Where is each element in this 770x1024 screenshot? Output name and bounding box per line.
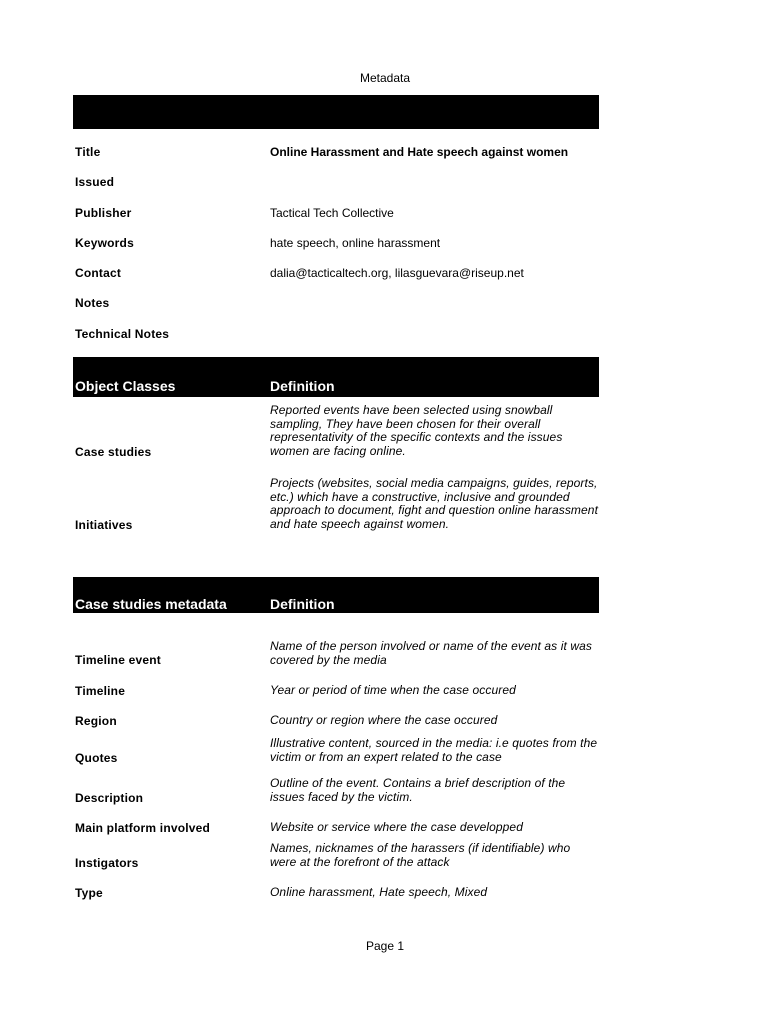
- meta-value-title: Online Harassment and Hate speech against women: [270, 145, 569, 159]
- object-classes-header-bar: [73, 357, 599, 397]
- object-class-label-initiatives: Initiatives: [75, 518, 133, 532]
- page-header: Metadata: [359, 71, 411, 85]
- case-field-definition-type: Online harassment, Hate speech, Mixed: [270, 885, 488, 899]
- case-field-definition-instigators: Names, nicknames of the harassers (if identifiable) who were at the forefront of the attack: [270, 841, 571, 869]
- meta-label-title: Title: [75, 145, 101, 159]
- case-field-label-timeline-event: Timeline event: [75, 653, 161, 667]
- meta-label-publisher: Publisher: [75, 206, 132, 220]
- case-field-label-type: Type: [75, 886, 103, 900]
- object-class-definition-initiatives: Projects (websites, social media campaigns, guides, reports, etc.) which have a constructive, inclusive and grounded approach to document, fight and question online harassment and hate speech against women.: [270, 476, 599, 532]
- object-classes-definition-heading: Definition: [270, 378, 335, 394]
- case-field-definition-timeline: Year or period of time when the case occured: [270, 683, 516, 697]
- meta-label-notes: Notes: [75, 296, 110, 310]
- meta-value-contact: dalia@tacticaltech.org, lilasguevara@riseup.net: [270, 266, 524, 280]
- object-classes-heading: Object Classes: [75, 378, 176, 394]
- case-studies-metadata-header-bar: [73, 577, 599, 613]
- case-field-label-timeline: Timeline: [75, 684, 126, 698]
- meta-label-issued: Issued: [75, 175, 115, 189]
- case-field-label-quotes: Quotes: [75, 751, 118, 765]
- case-field-label-description: Description: [75, 791, 144, 805]
- meta-label-technical-notes: Technical Notes: [75, 327, 170, 341]
- case-field-label-main-platform: Main platform involved: [75, 821, 211, 835]
- meta-label-contact: Contact: [75, 266, 122, 280]
- case-studies-definition-heading: Definition: [270, 596, 335, 612]
- meta-value-publisher: Tactical Tech Collective: [270, 206, 394, 220]
- page-number: Page 1: [365, 939, 405, 953]
- case-field-definition-description: Outline of the event. Contains a brief description of the issues faced by the victim.: [270, 776, 566, 804]
- case-field-definition-timeline-event: Name of the person involved or name of the event as it was covered by the media: [270, 639, 592, 667]
- object-class-label-case-studies: Case studies: [75, 445, 152, 459]
- meta-value-keywords: hate speech, online harassment: [270, 236, 441, 250]
- case-field-definition-region: Country or region where the case occured: [270, 713, 498, 727]
- object-class-definition-case-studies: Reported events have been selected using snowball sampling, They have been chosen for their overall representativity of the specific contexts and the issues women are facing online.: [270, 403, 563, 459]
- case-field-definition-main-platform: Website or service where the case developped: [270, 820, 523, 834]
- case-field-label-instigators: Instigators: [75, 856, 139, 870]
- metadata-header-bar: [73, 95, 599, 129]
- meta-label-keywords: Keywords: [75, 236, 134, 250]
- case-field-label-region: Region: [75, 714, 117, 728]
- case-studies-metadata-heading: Case studies metadata: [75, 596, 227, 612]
- case-field-definition-quotes: Illustrative content, sourced in the media: i.e quotes from the victim or from an expert related to the case: [270, 736, 598, 764]
